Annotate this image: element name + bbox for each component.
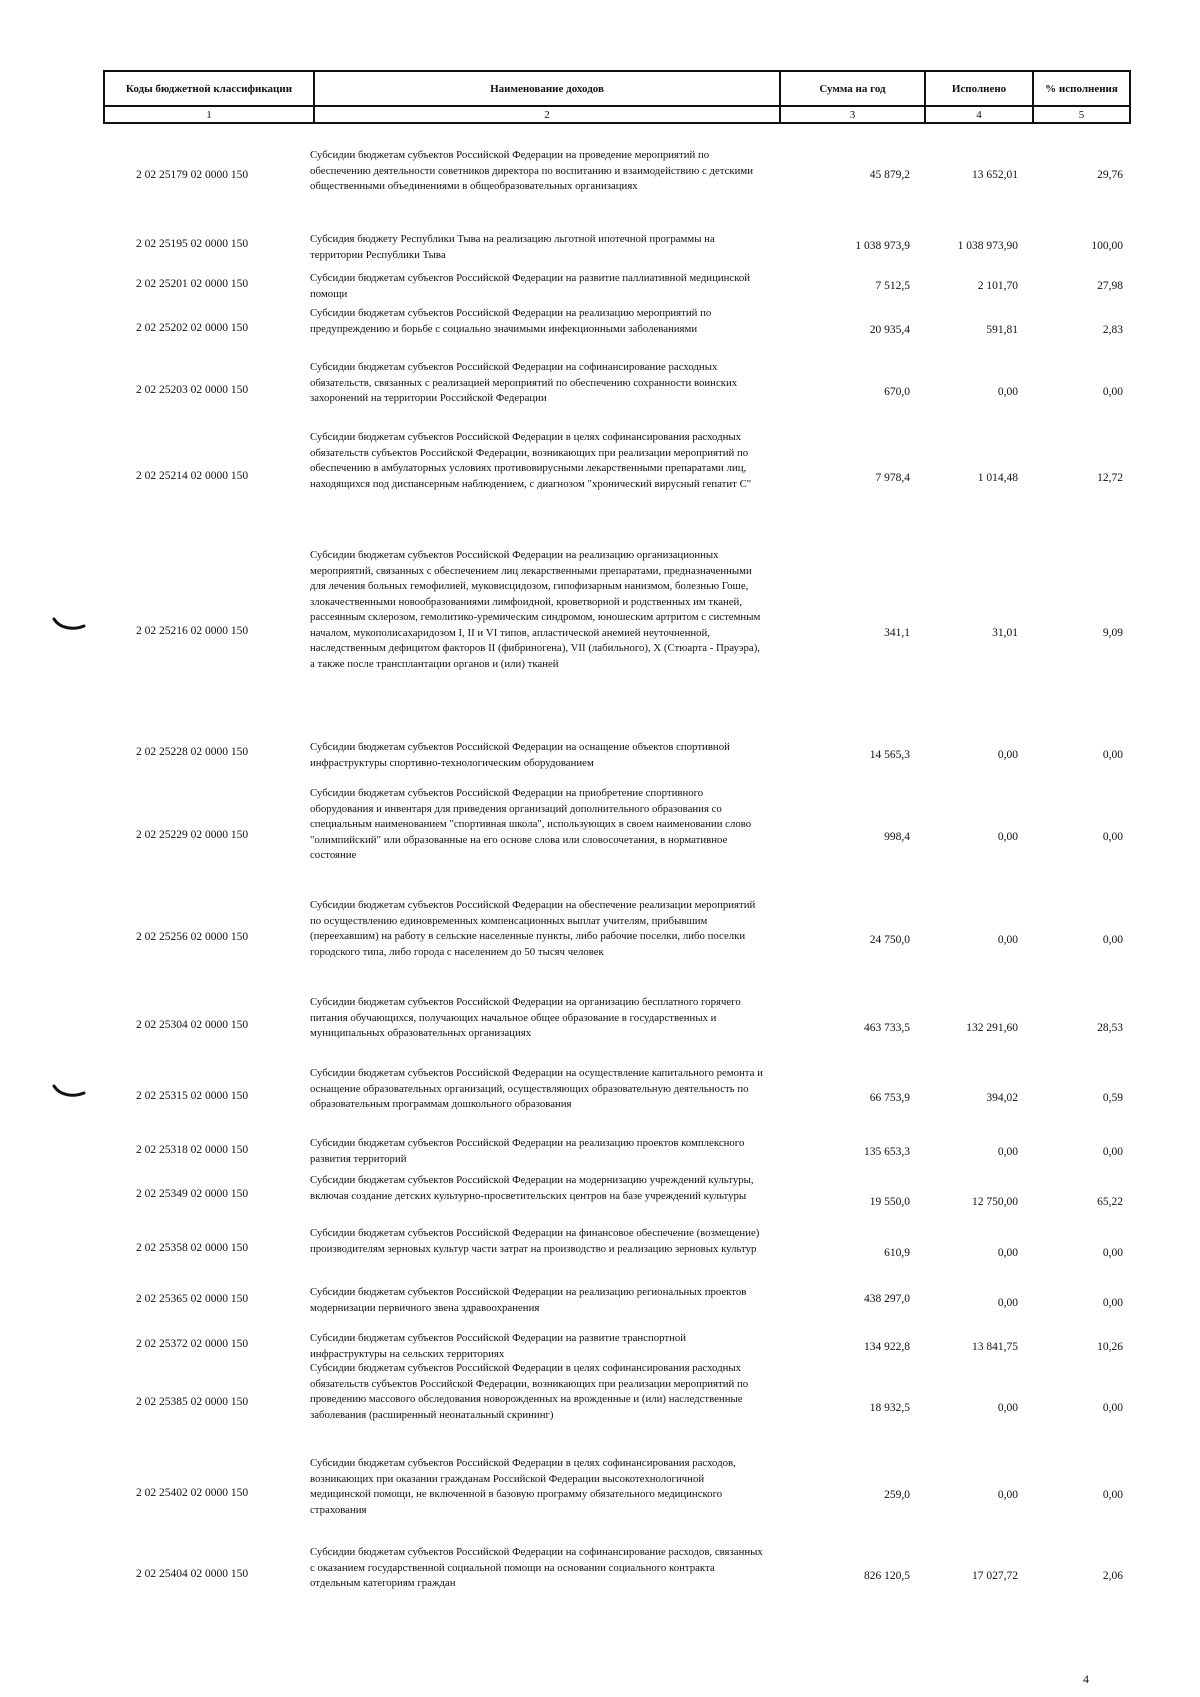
annual-sum: 24 750,0: [869, 934, 910, 946]
header-col-number: 5: [1033, 106, 1130, 123]
annual-sum: 998,4: [884, 831, 910, 843]
income-name: Субсидии бюджетам субъектов Российской Федерации на оснащение объектов спортивной инфраструктуры спортивно-технологическим оборудованием: [310, 741, 730, 769]
execution-percent: 28,53: [1097, 1022, 1123, 1034]
executed-sum: 132 291,60: [966, 1022, 1018, 1034]
executed-sum: 0,00: [997, 1247, 1018, 1259]
execution-percent: 0,00: [1102, 934, 1123, 946]
budget-code: 2 02 25318 02 0000 150: [136, 1144, 249, 1156]
budget-code: 2 02 25229 02 0000 150: [136, 829, 249, 841]
income-name: Субсидии бюджетам субъектов Российской Федерации на финансовое обеспечение (возмещение) производителям зерновых культур части затрат на производство и реализацию зерновых культур: [310, 1227, 760, 1255]
execution-percent: 12,72: [1097, 472, 1123, 484]
executed-sum: 591,81: [986, 324, 1018, 336]
header-sum: Сумма на год: [780, 71, 925, 106]
annual-sum: 66 753,9: [869, 1092, 910, 1104]
income-name: Субсидия бюджету Республики Тыва на реализацию льготной ипотечной программы на территории Республики Тыва: [310, 233, 715, 261]
binding-hole-mark: [52, 1084, 86, 1100]
annual-sum: 7 978,4: [875, 472, 910, 484]
income-name: Субсидии бюджетам субъектов Российской Федерации на реализацию региональных проектов модернизации первичного звена здравоохранения: [310, 1286, 747, 1314]
header-col-number: 2: [314, 106, 780, 123]
income-name: Субсидии бюджетам субъектов Российской Федерации на проведение мероприятий по обеспечению деятельности советников директора по воспитанию и взаимодействию с детскими общественными объединениями в общеобразовательных организациях: [310, 149, 754, 192]
budget-code: 2 02 25202 02 0000 150: [136, 322, 249, 334]
income-name: Субсидии бюджетам субъектов Российской Федерации на приобретение спортивного оборудования и инвентаря для приведения организаций дополнительного образования со специальным наименованием "спортивная школа", использующих в своем наименовании слово "олимпийский" или образованные на его основе слова или словосочетания, в нормативное состояние: [310, 787, 752, 861]
budget-code: 2 02 25349 02 0000 150: [136, 1188, 249, 1200]
page-number: 4: [1083, 1672, 1089, 1686]
annual-sum: 438 297,0: [864, 1293, 910, 1305]
execution-percent: 0,00: [1102, 1247, 1123, 1259]
execution-percent: 2,83: [1102, 324, 1123, 336]
income-name: Субсидии бюджетам субъектов Российской Федерации на организацию бесплатного горячего питания обучающихся, получающих начальное общее образование в государственных и муниципальных образовательных организациях: [310, 996, 741, 1039]
executed-sum: 2 101,70: [977, 280, 1018, 292]
executed-sum: 0,00: [997, 934, 1018, 946]
execution-percent: 0,00: [1102, 1297, 1123, 1309]
income-name: Субсидии бюджетам субъектов Российской Федерации на развитие паллиативной медицинской помощи: [310, 272, 751, 300]
budget-code: 2 02 25358 02 0000 150: [136, 1242, 249, 1254]
income-name: Субсидии бюджетам субъектов Российской Федерации в целях софинансирования расходных обязательств субъектов Российской Федерации, возникающих при реализации мероприятий по обеспечению в амбулаторных условиях противовирусными лекарственными препаратами лиц, находящихся под диспансерным наблюдением, с диагнозом "хронический вирусный гепатит С": [310, 431, 752, 490]
execution-percent: 27,98: [1097, 280, 1123, 292]
budget-code: 2 02 25179 02 0000 150: [136, 169, 249, 181]
budget-code: 2 02 25385 02 0000 150: [136, 1396, 249, 1408]
annual-sum: 19 550,0: [869, 1196, 910, 1208]
execution-percent: 9,09: [1102, 627, 1123, 639]
annual-sum: 826 120,5: [864, 1570, 910, 1582]
execution-percent: 2,06: [1102, 1570, 1123, 1582]
header-col-number: 4: [925, 106, 1033, 123]
header-done: Исполнено: [925, 71, 1033, 106]
executed-sum: 0,00: [997, 1146, 1018, 1158]
executed-sum: 0,00: [997, 1489, 1018, 1501]
annual-sum: 134 922,8: [864, 1341, 910, 1353]
executed-sum: 0,00: [997, 386, 1018, 398]
execution-percent: 0,59: [1102, 1092, 1123, 1104]
executed-sum: 13 652,01: [972, 169, 1018, 181]
header-col-number: 3: [780, 106, 925, 123]
budget-code: 2 02 25372 02 0000 150: [136, 1338, 249, 1350]
budget-code: 2 02 25203 02 0000 150: [136, 384, 249, 396]
annual-sum: 259,0: [884, 1489, 910, 1501]
income-name: Субсидии бюджетам субъектов Российской Федерации на развитие транспортной инфраструктуры на сельских территориях: [310, 1332, 687, 1360]
executed-sum: 1 038 973,90: [957, 240, 1018, 252]
annual-sum: 670,0: [884, 386, 910, 398]
header-codes: Коды бюджетной классификации: [104, 71, 314, 106]
execution-percent: 0,00: [1102, 386, 1123, 398]
header-col-number: 1: [104, 106, 314, 123]
execution-percent: 0,00: [1102, 749, 1123, 761]
income-name: Субсидии бюджетам субъектов Российской Федерации на осуществление капитального ремонта и оснащение образовательных организаций, осуществляющих образовательную деятельность по образовательным программам дошкольного образования: [310, 1067, 763, 1110]
annual-sum: 610,9: [884, 1247, 910, 1259]
executed-sum: 12 750,00: [972, 1196, 1018, 1208]
executed-sum: 0,00: [997, 1402, 1018, 1414]
execution-percent: 65,22: [1097, 1196, 1123, 1208]
budget-code: 2 02 25228 02 0000 150: [136, 746, 249, 758]
annual-sum: 20 935,4: [869, 324, 910, 336]
income-name: Субсидии бюджетам субъектов Российской Федерации на софинансирование расходных обязательств, связанных с реализацией мероприятий по обеспечению сохранности воинских захоронений на территории Российской Федерации: [310, 361, 738, 404]
budget-code: 2 02 25304 02 0000 150: [136, 1019, 249, 1031]
binding-hole-mark: [52, 617, 86, 633]
execution-percent: 0,00: [1102, 831, 1123, 843]
budget-code: 2 02 25365 02 0000 150: [136, 1293, 249, 1305]
execution-percent: 0,00: [1102, 1146, 1123, 1158]
executed-sum: 0,00: [997, 1297, 1018, 1309]
execution-percent: 0,00: [1102, 1402, 1123, 1414]
executed-sum: 1 014,48: [977, 472, 1018, 484]
executed-sum: 0,00: [997, 749, 1018, 761]
header-percent: % исполнения: [1033, 71, 1130, 106]
income-name: Субсидии бюджетам субъектов Российской Федерации в целях софинансирования расходов, возникающих при оказании гражданам Российской Федерации высокотехнологичной медицинской помощи, не включенной в базовую программу обязательного медицинского страхования: [310, 1457, 736, 1516]
budget-code: 2 02 25402 02 0000 150: [136, 1487, 249, 1499]
executed-sum: 0,00: [997, 831, 1018, 843]
budget-code: 2 02 25201 02 0000 150: [136, 278, 249, 290]
executed-sum: 31,01: [992, 627, 1018, 639]
annual-sum: 7 512,5: [875, 280, 910, 292]
header-name: Наименование доходов: [314, 71, 780, 106]
annual-sum: 45 879,2: [869, 169, 910, 181]
executed-sum: 394,02: [986, 1092, 1018, 1104]
budget-code: 2 02 25404 02 0000 150: [136, 1568, 249, 1580]
execution-percent: 10,26: [1097, 1341, 1123, 1353]
annual-sum: 14 565,3: [869, 749, 910, 761]
income-name: Субсидии бюджетам субъектов Российской Федерации на реализацию мероприятий по предупреждению и борьбе с социально значимыми инфекционными заболеваниями: [310, 307, 712, 335]
annual-sum: 1 038 973,9: [855, 240, 910, 252]
income-name: Субсидии бюджетам субъектов Российской Федерации на софинансирование расходов, связанных с оказанием государственной социальной помощи на основании социального контракта отдельным категориям граждан: [310, 1546, 763, 1589]
executed-sum: 17 027,72: [972, 1570, 1018, 1582]
annual-sum: 18 932,5: [869, 1402, 910, 1414]
income-name: Субсидии бюджетам субъектов Российской Федерации на реализацию проектов комплексного развития территорий: [310, 1137, 745, 1165]
execution-percent: 100,00: [1091, 240, 1123, 252]
budget-code: 2 02 25216 02 0000 150: [136, 625, 249, 637]
budget-code: 2 02 25256 02 0000 150: [136, 931, 249, 943]
income-name: Субсидии бюджетам субъектов Российской Федерации на обеспечение реализации мероприятий по осуществлению единовременных компенсационных выплат учителям, прибывшим (переехавшим) на работу в сельские населенные пункты, либо рабочие поселки, либо поселки городского типа, либо города с населением до 50 тысяч человек: [310, 899, 756, 958]
executed-sum: 13 841,75: [972, 1341, 1018, 1353]
annual-sum: 135 653,3: [864, 1146, 910, 1158]
annual-sum: 463 733,5: [864, 1022, 910, 1034]
execution-percent: 0,00: [1102, 1489, 1123, 1501]
budget-code: 2 02 25195 02 0000 150: [136, 238, 249, 250]
income-name: Субсидии бюджетам субъектов Российской Федерации на модернизацию учреждений культуры, включая создание детских культурно-просветительских центров на базе учреждений культуры: [310, 1174, 754, 1202]
income-name: Субсидии бюджетам субъектов Российской Федерации на реализацию организационных мероприятий, связанных с обеспечением лиц лекарственными препаратами, предназначенными для лечения больных гемофилией, муковисцидозом, гипофизарным нанизмом, болезнью Гоше, злокачественными новообразованиями лимфоидной, кроветворной и родственных им тканей, рассеянным склерозом, гемолитико-уремическим синдромом, юношеским артритом с системным началом, мукополисахаридозом I, II и VI типов, апластической анемией неуточненной, наследственным дефицитом факторов II (фибриногена), VII (лабильного), X (Стюарта - Прауэра), а также после трансплантации органов и (или) тканей: [310, 549, 761, 670]
budget-code: 2 02 25315 02 0000 150: [136, 1090, 249, 1102]
annual-sum: 341,1: [884, 627, 910, 639]
budget-code: 2 02 25214 02 0000 150: [136, 470, 249, 482]
execution-percent: 29,76: [1097, 169, 1123, 181]
income-name: Субсидии бюджетам субъектов Российской Федерации в целях софинансирования расходных обязательств субъектов Российской Федерации, возникающих при реализации мероприятий по проведению массового обследования новорожденных на врожденные и (или) наследственные заболевания (расширенный неонатальный скрининг): [310, 1362, 749, 1421]
